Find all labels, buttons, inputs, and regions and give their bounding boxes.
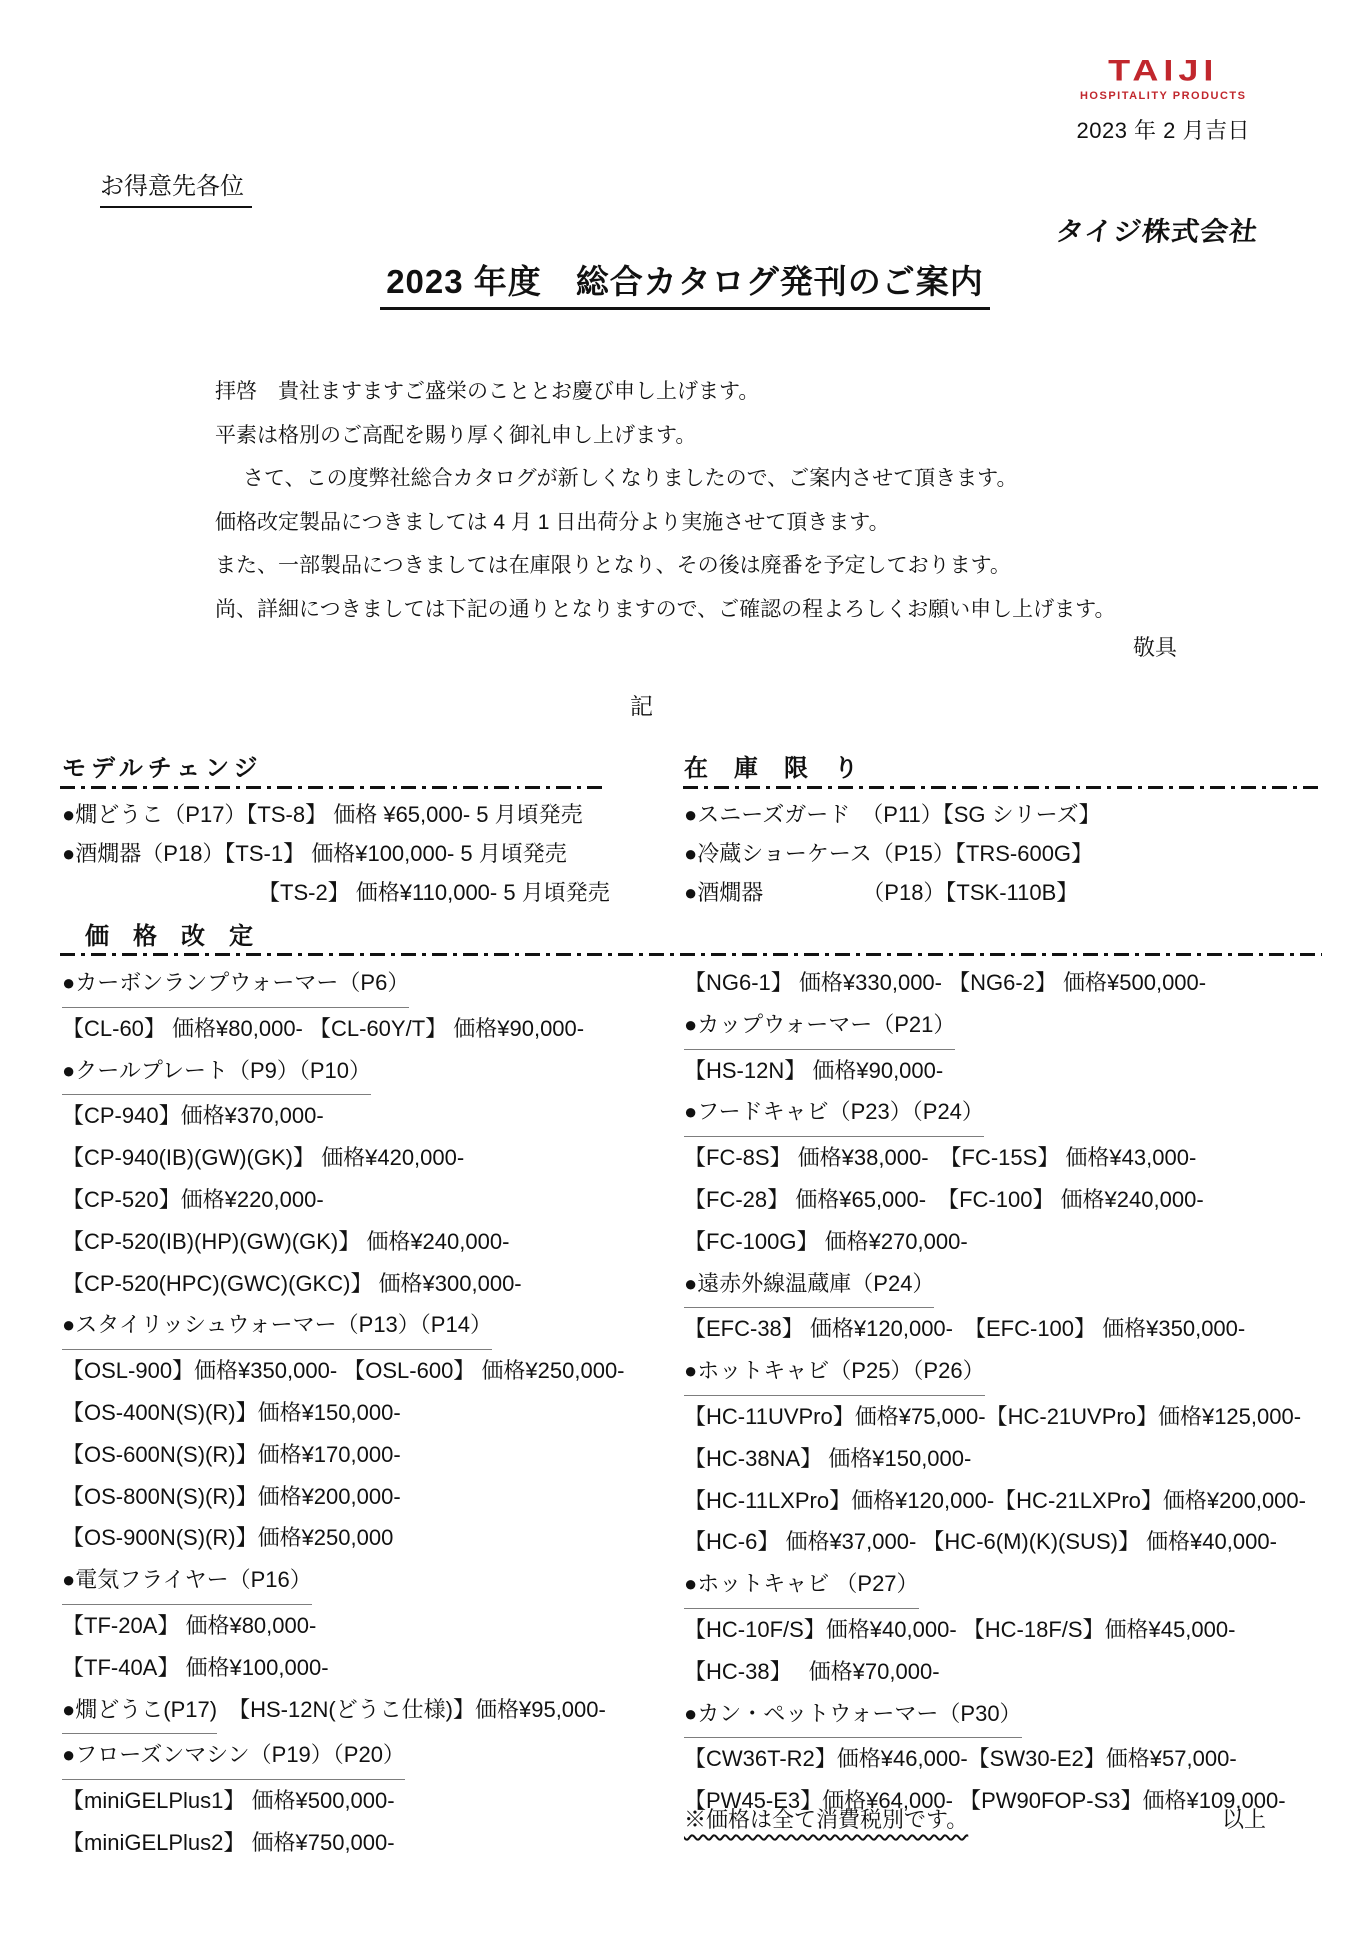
- item-text: 【TF-40A】 価格¥100,000-: [62, 1654, 329, 1680]
- item-text: 【CL-60】 価格¥80,000- 【CL-60Y/T】 価格¥90,000-: [62, 1015, 585, 1041]
- item-text: 【EFC-38】 価格¥120,000- 【EFC-100】 価格¥350,000-: [684, 1316, 1246, 1342]
- item-text: 【NG6-1】 価格¥330,000- 【NG6-2】 価格¥500,000-: [684, 970, 1207, 995]
- taiji-logo-tagline: HOSPITALITY PRODUCTS: [1079, 90, 1247, 102]
- item-text: 【OS-900N(S)(R)】価格¥250,000: [62, 1525, 394, 1551]
- price-item: [62, 1179, 672, 1221]
- price-item: [62, 1350, 672, 1392]
- body-line: [215, 501, 1115, 545]
- title-block: [0, 256, 1370, 310]
- item-text: 【OSL-900】価格¥350,000- 【OSL-600】 価格¥250,000-: [62, 1358, 625, 1384]
- price-item: [62, 1050, 672, 1096]
- price-item: [62, 1137, 672, 1179]
- price-item: [62, 1734, 672, 1780]
- body-line: [215, 588, 1115, 632]
- end-mark: 以上: [1221, 1807, 1266, 1832]
- document-date: 2023 年 2 月吉日: [1076, 118, 1250, 143]
- divider-stock-limited: [683, 786, 1323, 789]
- item-text: ●スニーズガード （P11）【SG シリーズ】: [684, 802, 1101, 827]
- item-text: 【HC-6】 価格¥37,000- 【HC-6(M)(K)(SUS)】 価格¥40,000-: [684, 1529, 1277, 1555]
- price-item: [62, 1822, 672, 1864]
- item-text: 【HC-38】 価格¥70,000-: [684, 1658, 940, 1684]
- price-revision-right-column: [684, 962, 1326, 1822]
- price-item: [62, 962, 672, 1008]
- price-item: [62, 1476, 672, 1518]
- price-item: [62, 1517, 672, 1559]
- model-change-item: [62, 873, 610, 912]
- body-line: [215, 544, 1115, 588]
- category-label: ●フローズンマシン（P19）（P20）: [62, 1734, 405, 1780]
- item-text: 【HC-11UVPro】価格¥75,000-【HC-21UVPro】価格¥125,000-: [684, 1403, 1302, 1429]
- price-item: [684, 1609, 1326, 1651]
- closing-word: 敬具: [1133, 635, 1178, 660]
- company-logo: タイジ株式会社: [1053, 216, 1260, 247]
- item-text: 【FC-28】 価格¥65,000- 【FC-100】 価格¥240,000-: [684, 1186, 1204, 1212]
- item-text: 【FC-8S】 価格¥38,000- 【FC-15S】 価格¥43,000-: [684, 1145, 1197, 1171]
- price-item: [62, 1392, 672, 1434]
- item-text: 価格改定製品につきましては 4 月 1 日出荷分より実施させて頂きます。: [215, 510, 890, 534]
- stock-limited-item: [684, 834, 1101, 873]
- category-label: ●ホットキャビ （P27）: [684, 1563, 919, 1609]
- category-label: ●カン・ペットウォーマー（P30）: [684, 1693, 1022, 1739]
- price-item: [684, 1263, 1326, 1309]
- item-text: 【CP-520(IB)(HP)(GW)(GK)】 価格¥240,000-: [62, 1228, 510, 1254]
- recipient-line: お得意先各位: [100, 166, 252, 208]
- price-item: [684, 1396, 1326, 1438]
- item-text: 【OS-800N(S)(R)】価格¥200,000-: [62, 1483, 401, 1509]
- category-label: ●遠赤外線温蔵庫（P24）: [684, 1263, 934, 1309]
- price-item: [684, 1651, 1326, 1693]
- price-item: [684, 1308, 1326, 1350]
- category-label: ●スタイリッシュウォーマー（P13）（P14）: [62, 1304, 492, 1350]
- price-item: [684, 1563, 1326, 1609]
- price-item: [62, 1304, 672, 1350]
- letter-body: [215, 370, 1115, 631]
- section-heading-model-change: モデルチェンジ: [62, 755, 263, 782]
- item-text: 【HC-38NA】 価格¥150,000-: [684, 1445, 972, 1471]
- item-text: 【OS-600N(S)(R)】価格¥170,000-: [62, 1441, 401, 1467]
- divider-model-change: [60, 786, 608, 789]
- item-text: 【CP-520(HPC)(GWC)(GKC)】 価格¥300,000-: [62, 1270, 522, 1296]
- record-mark: 記: [630, 693, 653, 719]
- item-text: 【HC-11LXPro】価格¥120,000-【HC-21LXPro】価格¥200,000-: [684, 1487, 1306, 1513]
- model-change-item: [62, 795, 610, 834]
- price-item: [62, 1605, 672, 1647]
- price-item: [684, 1738, 1326, 1780]
- item-text: 【miniGELPlus1】 価格¥500,000-: [62, 1788, 395, 1814]
- price-revision-left-column: [62, 962, 672, 1864]
- price-item: [684, 1521, 1326, 1563]
- stock-limited-list: [684, 795, 1101, 912]
- category-label: ●電気フライヤー（P16）: [62, 1559, 312, 1605]
- tax-footnote: ※価格は全て消費税別です。: [684, 1807, 969, 1832]
- category-label: ●ホットキャビ（P25）（P26）: [684, 1350, 985, 1396]
- footnote-row: [684, 1799, 1321, 1841]
- price-item: [684, 1693, 1326, 1739]
- item-text: ●冷蔵ショーケース（P15）【TRS-600G】: [684, 841, 1094, 866]
- stock-limited-item: [684, 873, 1101, 912]
- item-text: 【TF-20A】 価格¥80,000-: [62, 1612, 317, 1638]
- price-item: [684, 962, 1326, 1004]
- price-item: [684, 1221, 1326, 1263]
- item-text: 【HS-12N】 価格¥90,000-: [684, 1057, 944, 1083]
- model-change-list: [62, 795, 610, 912]
- price-item: [62, 1008, 672, 1050]
- price-item: [684, 1050, 1326, 1092]
- item-text: ●酒燗器（P18）【TS-1】 価格¥100,000- 5 月頃発売: [62, 841, 567, 866]
- price-item: [62, 1647, 672, 1689]
- divider-price-revision: [60, 953, 1322, 956]
- category-label: ●カップウォーマー（P21）: [684, 1004, 955, 1050]
- body-line: [215, 457, 1115, 501]
- item-text: 【FC-100G】 価格¥270,000-: [684, 1228, 968, 1254]
- item-text: 【HS-12N(どうこ仕様)】価格¥95,000-: [217, 1696, 606, 1722]
- price-item: [684, 1137, 1326, 1179]
- letterhead: [1076, 53, 1250, 145]
- item-text: 拝啓 貴社ますますご盛栄のこととお慶び申し上げます。: [215, 380, 760, 403]
- price-item: [684, 1350, 1326, 1396]
- section-heading-price-revision: 価格改定: [85, 923, 277, 950]
- item-text: 【HC-10F/S】価格¥40,000- 【HC-18F/S】価格¥45,000-: [684, 1616, 1236, 1642]
- item-text: ●燗どうこ（P17）【TS-8】 価格 ¥65,000- 5 月頃発売: [62, 802, 583, 827]
- item-text: ●酒燗器 （P18）【TSK-110B】: [684, 880, 1079, 905]
- item-text: 【CW36T-R2】価格¥46,000-【SW30-E2】価格¥57,000-: [684, 1746, 1237, 1772]
- item-text: 【CP-940(IB)(GW)(GK)】 価格¥420,000-: [62, 1145, 465, 1171]
- item-text: 【CP-520】価格¥220,000-: [62, 1186, 324, 1212]
- price-item: [684, 1091, 1326, 1137]
- item-text: 【CP-940】価格¥370,000-: [62, 1103, 324, 1129]
- price-item: [684, 1480, 1326, 1522]
- item-text: また、一部製品につきましては在庫限りとなり、その後は廃番を予定しております。: [215, 554, 1011, 577]
- price-item: [62, 1263, 672, 1305]
- price-item: [62, 1780, 672, 1822]
- model-change-item: [62, 834, 610, 873]
- price-item: [62, 1689, 672, 1735]
- item-text: さて、この度弊社総合カタログが新しくなりましたので、ご案内させて頂きます。: [243, 467, 1018, 490]
- price-item: [684, 1438, 1326, 1480]
- category-label: ●フードキャビ（P23）（P24）: [684, 1091, 984, 1137]
- category-label: ●燗どうこ(P17): [62, 1689, 217, 1735]
- body-line: [215, 370, 1115, 414]
- stock-limited-item: [684, 795, 1101, 834]
- taiji-logo: TAIJI: [1108, 53, 1219, 88]
- price-item: [62, 1221, 672, 1263]
- item-text: 尚、詳細につきましては下記の通りとなりますので、ご確認の程よろしくお願い申し上げます。: [215, 597, 1116, 621]
- section-heading-stock-limited: 在庫限り: [684, 755, 884, 782]
- item-text: 【PW45-E3】価格¥64,000- 【PW90FOP-S3】価格¥109,000-: [684, 1788, 1286, 1814]
- price-item: [62, 1559, 672, 1605]
- body-line: [215, 414, 1115, 458]
- price-item: [684, 1004, 1326, 1050]
- price-item: [684, 1179, 1326, 1221]
- price-item: [62, 1095, 672, 1137]
- category-label: ●クールプレート（P9）（P10）: [62, 1050, 371, 1096]
- item-text: 平素は格別のご高配を賜り厚く御礼申し上げます。: [215, 423, 697, 447]
- price-item: [62, 1434, 672, 1476]
- item-text: 【miniGELPlus2】 価格¥750,000-: [62, 1829, 395, 1855]
- category-label: ●カーボンランプウォーマー（P6）: [62, 962, 409, 1008]
- item-text: 【OS-400N(S)(R)】価格¥150,000-: [62, 1399, 401, 1425]
- item-text: 【TS-2】 価格¥110,000- 5 月頃発売: [258, 880, 610, 905]
- page-title: 2023 年度 総合カタログ発刊のご案内: [380, 256, 990, 310]
